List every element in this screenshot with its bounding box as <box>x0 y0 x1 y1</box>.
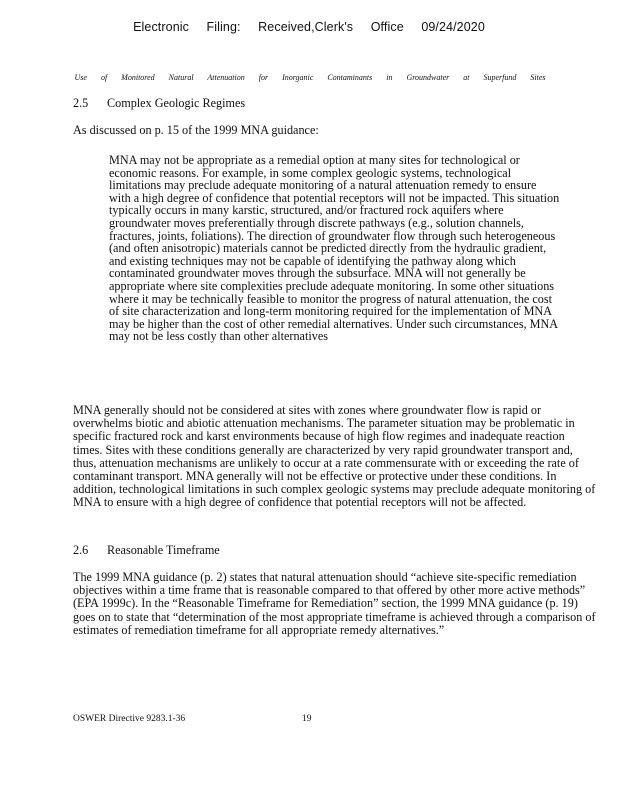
footer-directive: OSWER Directive 9283.1-36 <box>73 714 186 724</box>
block-quote: MNA may not be appropriate as a remedial option at many sites for technological or economic reasons. For example, in some complex geologic systems, technological limitations may preclude adequate monitoring of a natural attenuation remedy to ensure with a high degree of confidence that potential receptors will not be impacted. This situation typically occurs in many karstic, structured, and/or fractured rock aquifers where groundwater moves preferentially through discrete pathways (e.g., solution channels, fractures, joints, foliations). The direction of groundwater flow through such heterogeneous (and often anisotropic) materials cannot be predicted directly from the hydraulic gradient, and existing techniques may not be capable of identifying the pathway along which contaminated groundwater moves through the subsurface. MNA will not generally be appropriate where site complexities preclude adequate monitoring. In some other situations where it may be technically feasible to monitor the progress of natural attenuation, the cost of site characterization and long-term monitoring required for the implementation of MNA may be higher than the cost of other remedial alternatives. Under such circumstances, MNA may not be less costly than other alternatives <box>109 153 560 344</box>
running-header: Use of Monitored Natural Attenuation for Inorganic Contaminants in Groundwater at Superfund Sites <box>74 73 546 82</box>
body-paragraph: MNA generally should not be considered at sites with zones where groundwater flow is rapid or overwhelms biotic and abiotic attenuation mechanisms. The parameter situation may be problematic in specific fractured rock and karst environments because of high flow regimes and inadequate reaction times. Sites with these conditions generally are characterized by very rapid groundwater transport and, thus, attenuation mechanisms are unlikely to occur at a rate commensurate with or exceeding the rate of contaminant transport. MNA generally will not be effective or protective under these conditions. In addition, technological limitations in such complex geologic systems may preclude adequate monitoring of MNA to ensure with a high degree of confidence that potential receptors will not be affected. <box>73 403 596 510</box>
section-title: Reasonable Timeframe <box>107 543 220 557</box>
section-heading-2-5 <box>73 96 245 111</box>
section-number: 2.6 <box>73 543 89 557</box>
body-paragraph: The 1999 MNA guidance (p. 2) states that natural attenuation should “achieve site-specific remediation objectives within a time frame that is reasonable compared to that offered by other more active methods” (EPA 1999c). In the “Reasonable Timeframe for Remediation” section, the 1999 MNA guidance (p. 19) goes on to state that “determination of the most appropriate timeframe is achieved through a comparison of estimates of remediation timeframe for all appropriate remedy alternatives.” <box>73 570 596 637</box>
page-number: 19 <box>302 714 312 724</box>
section-heading-2-6 <box>73 543 220 558</box>
section-number: 2.5 <box>73 96 89 110</box>
intro-paragraph: As discussed on p. 15 of the 1999 MNA guidance: <box>73 123 319 137</box>
section-title: Complex Geologic Regimes <box>107 96 246 110</box>
electronic-filing-stamp: Electronic Filing: Received,Clerk's Office 09/24/2020 <box>133 20 485 34</box>
